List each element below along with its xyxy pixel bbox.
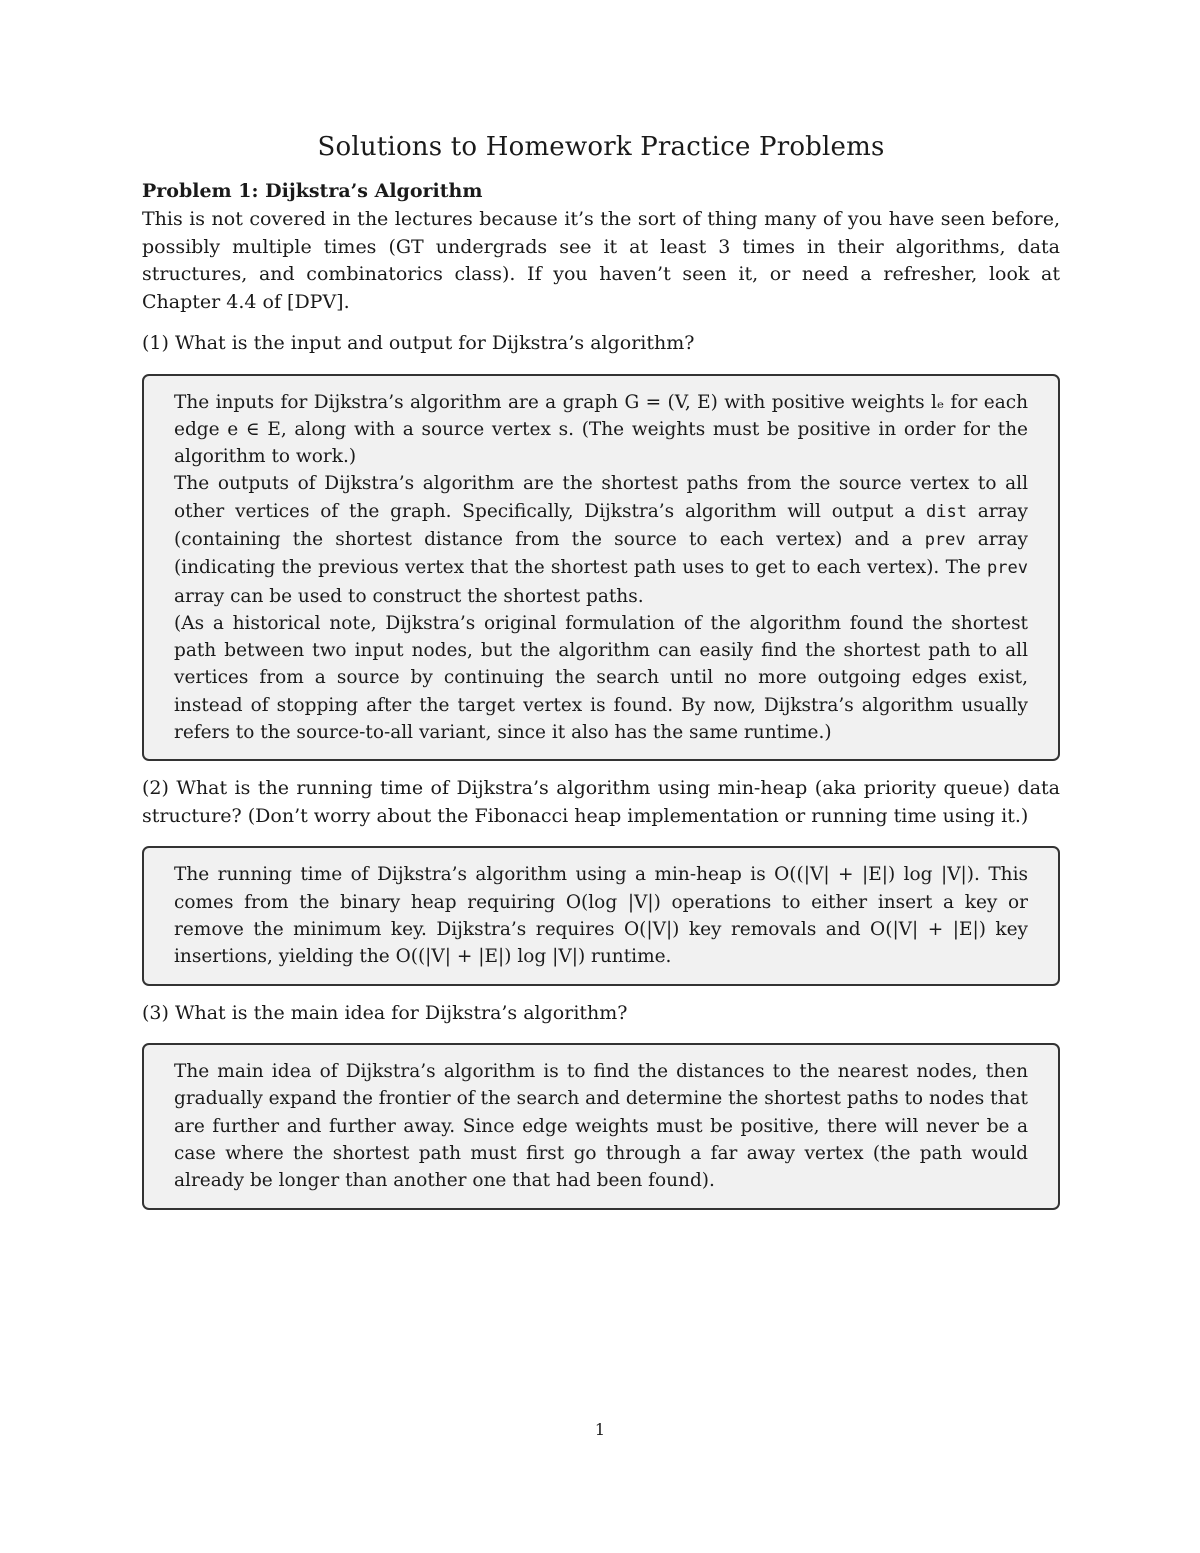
answer-1-outputs-text-b: array (containing the shortest distance from the source to each vertex) and a [174, 500, 1028, 550]
answer-2-text: The running time of Dijkstra’s algorithm using a min-heap is O((|V| + |E|) log |V|). This comes from the binary heap requiring O(log |V|) operations to either insert a key or remove the minimum key. Dijkstra’s requires O(|V|) key removals and O(|V| + |E|) key insertions, yielding the O((|V| + |E|) log |V|) runtime. [174, 864, 1028, 968]
question-3: (3) What is the main idea for Dijkstra’s algorithm? [142, 1001, 628, 1024]
problem-intro: This is not covered in the lectures because it’s the sort of thing many of you have seen before, possibly multiple times (GT undergrads see it at least 3 times in their algorithms, data structures, and combinatorics class). If you haven’t seen it, or need a refresher, look at Chapter 4.4 of [DPV]. [142, 208, 1060, 313]
page-number: 1 [594, 1420, 606, 1439]
answer-1-inputs: The inputs for Dijkstra’s algorithm are a graph G = (V, E) with positive weights lₑ for each edge e ∈ E, along with a source vertex s. (The weights must be positive in order for the algorithm to work.) [174, 391, 1028, 468]
answer-1-outputs-text-a: The outputs of Dijkstra’s algorithm are the shortest paths from the source vertex to all other vertices of the graph. Specifically, Dijkstra’s algorithm will output a [174, 473, 1028, 522]
code-prev-2: prev [987, 558, 1028, 579]
code-prev: prev [924, 529, 966, 550]
answer-1-outputs [174, 470, 1028, 609]
answer-box-2 [142, 846, 1060, 985]
answer-1-outputs-text-c: array (indicating the previous vertex that the shortest path uses to get to each vertex). The [174, 528, 1028, 579]
question-2: (2) What is the running time of Dijkstra’s algorithm using min-heap (aka priority queue) data structure? (Don’t worry about the Fibonacci heap implementation or running time using it.) [142, 777, 1060, 827]
answer-3-text: The main idea of Dijkstra’s algorithm is to find the distances to the nearest nodes, then gradually expand the frontier of the search and determine the shortest paths to nodes that are further and further away. Since edge weights must be positive, there will never be a case where the shortest path must first go through a far away vertex (the path would already be longer than another one that had been found). [174, 1061, 1028, 1192]
code-dist: dist [926, 501, 967, 522]
answer-1-historical-note: (As a historical note, Dijkstra’s original formulation of the algorithm found the shortest path between two input nodes, but the algorithm can easily find the shortest path to all vertices from a source by continuing the search until no more outgoing edges exist, instead of stopping after the target vertex is found. By now, Dijkstra’s algorithm usually refers to the source-to-all variant, since it also has the same runtime.) [174, 612, 1028, 744]
answer-box-1 [142, 374, 1060, 762]
problem-heading: Problem 1: Dijkstra’s Algorithm [142, 180, 483, 202]
document-page [142, 132, 1060, 1210]
document-title: Solutions to Homework Practice Problems [317, 132, 885, 162]
question-1: (1) What is the input and output for Dijkstra’s algorithm? [142, 332, 695, 354]
answer-box-3 [142, 1043, 1060, 1209]
answer-1-outputs-text-d: array can be used to construct the shortest paths. [174, 585, 644, 607]
